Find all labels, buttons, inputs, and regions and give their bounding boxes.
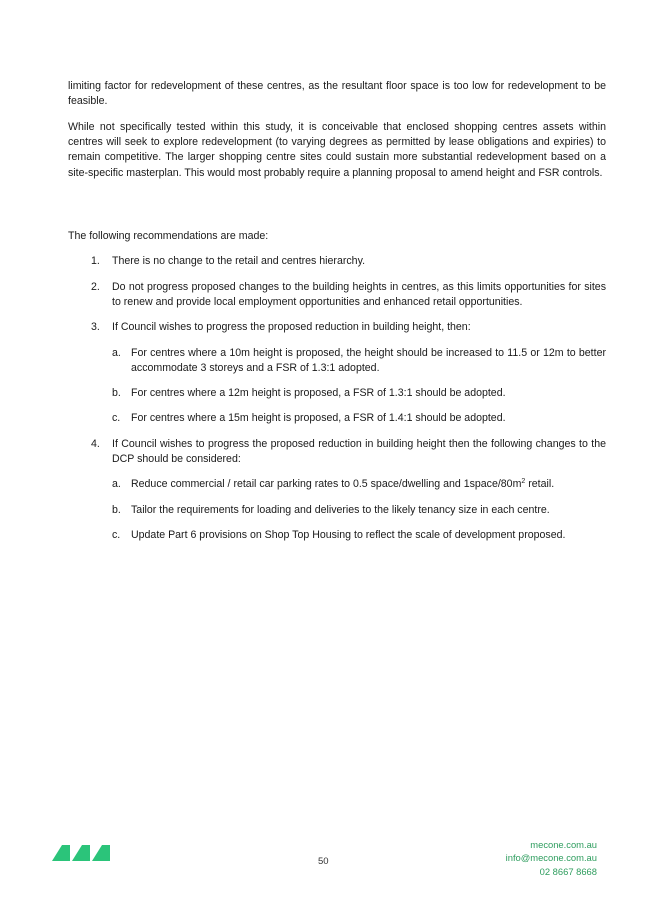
phone-number: 02 8667 8668 (539, 865, 597, 877)
sublist-letter: c. (112, 529, 121, 541)
sublist-letter: b. (112, 387, 121, 399)
list-number: 2. (91, 281, 100, 293)
sublist-letter: a. (112, 347, 121, 359)
list-number: 3. (91, 321, 100, 333)
paragraph-limiting-factor: limiting factor for redevelopment of these centres, as the resultant floor space is too low for redevelopment to be feasible. (68, 80, 606, 108)
mecone-logo (52, 838, 110, 868)
sublist-text: Tailor the requirements for loading and deliveries to the likely tenancy size in each centre. (131, 504, 550, 516)
paragraph-shopping-centres: While not specifically tested within this study, it is conceivable that enclosed shopping centres assets within centres will seek to explore redevelopment (to varying degrees as permitted by lease obligations and expiries) to remain competitive. The larger shopping centre sites could sustain more substantial redevelopment based on a site-specific masterplan. This would most probably require a planning proposal to amend height and FSR controls. (68, 121, 606, 179)
list-text: Do not progress proposed changes to the building heights in centres, as this limits opportunities for sites to renew and provide local employment opportunities and enhanced retail opportunities. (112, 281, 606, 309)
list-number: 4. (91, 438, 100, 450)
sublist-text: Update Part 6 provisions on Shop Top Housing to reflect the scale of development proposed. (131, 529, 566, 541)
website-link[interactable]: mecone.com.au (530, 839, 597, 850)
footer-contact (506, 838, 597, 878)
sublist-letter: b. (112, 504, 121, 516)
list-text: If Council wishes to progress the proposed reduction in building height then the following changes to the DCP should be considered: (112, 438, 606, 466)
list-text: If Council wishes to progress the proposed reduction in building height, then: (112, 321, 471, 333)
recommendations-intro: The following recommendations are made: (68, 230, 269, 242)
sublist-letter: a. (112, 478, 121, 490)
page-number: 50 (318, 856, 329, 867)
sublist-text: Reduce commercial / retail car parking rates to 0.5 space/dwelling and $1space/80m^2$ retail. (131, 478, 555, 490)
list-number: 1. (91, 255, 100, 267)
sublist-text: For centres where a 15m height is proposed, a FSR of 1.4:1 should be adopted. (131, 412, 506, 424)
list-text: There is no change to the retail and centres hierarchy. (112, 255, 366, 267)
email-link[interactable]: info@mecone.com.au (505, 852, 597, 864)
sublist-text: For centres where a 10m height is proposed, the height should be increased to 11.5 or 12m to better accommodate 3 storeys and a FSR of 1.3:1 adopted. (131, 347, 606, 375)
sublist-letter: c. (112, 412, 121, 424)
sublist-text: For centres where a 12m height is proposed, a FSR of 1.3:1 should be adopted. (131, 387, 506, 399)
